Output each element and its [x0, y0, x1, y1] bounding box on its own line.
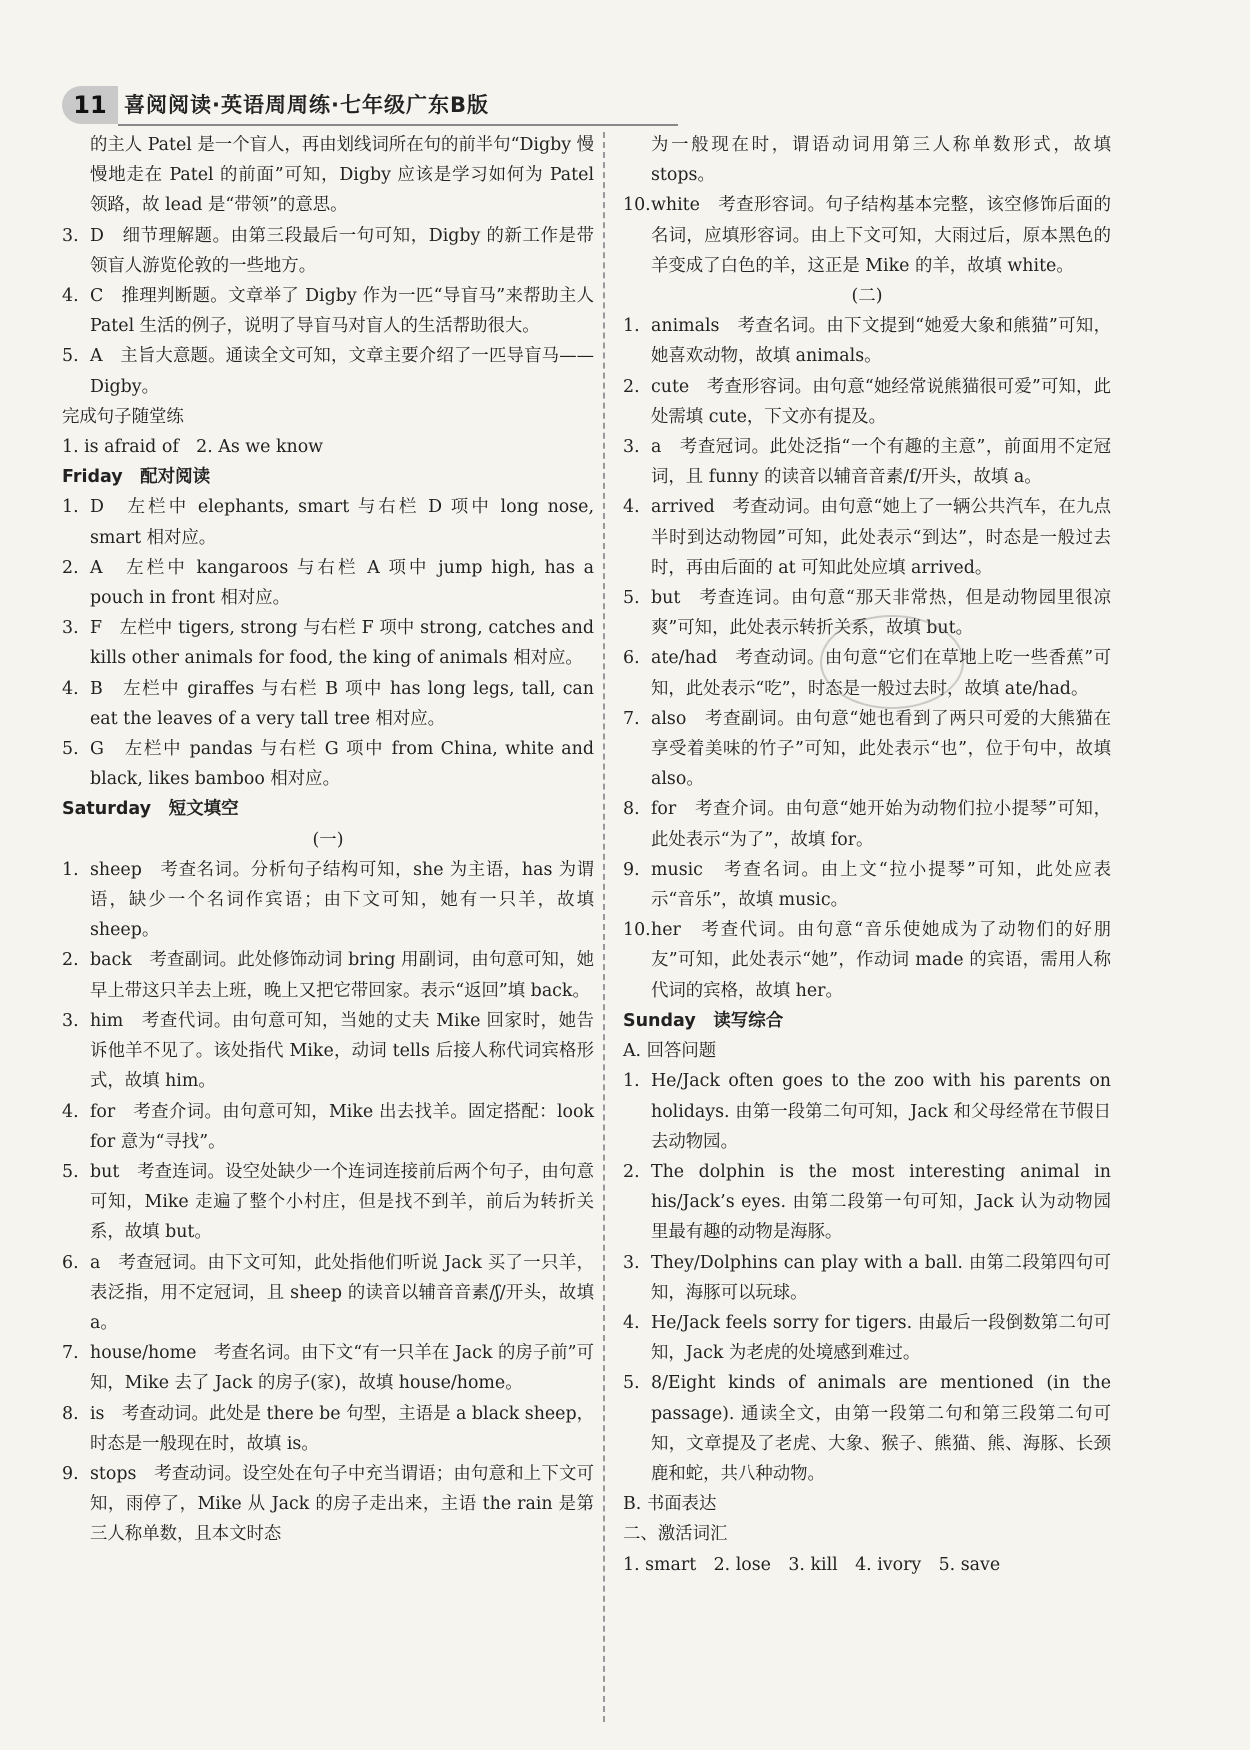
text-line: 为一般现在时，谓语动词用第三人称单数形式，故填 stops。 [651, 135, 1111, 186]
item-number: 3. [62, 618, 79, 639]
left-column [62, 130, 594, 1550]
item-number: 3. [623, 1252, 640, 1273]
answer-item [62, 341, 594, 401]
item-text: also 考查副词。由句意“她也看到了两只可爱的大熊猫在享受着美味的竹子”可知，此处表示“也”，位于句中，故填 also。 [651, 708, 1111, 790]
answer-item [62, 553, 594, 613]
answer-item [623, 1066, 1111, 1157]
answer-item [62, 855, 594, 946]
item-number: 5. [62, 346, 79, 367]
answer-item [623, 190, 1111, 281]
answer-item [62, 1338, 594, 1398]
item-text: white 考查形容词。句子结构基本完整，该空修饰后面的名词，应填形容词。由上下文可知，大雨过后，原本黑色的羊变成了白色的羊，这正是 Mike 的羊，故填 white。 [651, 195, 1111, 276]
item-number: 7. [623, 708, 640, 729]
answer-item [623, 1368, 1111, 1489]
answer-item [62, 1157, 594, 1248]
item-text: ate/had 考查动词。由句意“它们在草地上吃一些香蕉”可知，此处表示“吃”，时态是一般过去时，故填 ate/had。 [651, 648, 1111, 699]
answer-item [623, 1308, 1111, 1368]
answer-item [62, 1459, 594, 1550]
item-number: 10. [623, 920, 651, 941]
answer-item [62, 281, 594, 341]
item-text: F 左栏中 tigers, strong 与右栏 F 项中 strong, catches and kills other animals for food, the king of animals 相对应。 [90, 618, 594, 669]
answer-item [623, 311, 1111, 371]
answer-item [623, 372, 1111, 432]
answer-item [62, 492, 594, 552]
item-text: is 考查动词。此处是 there be 句型，主语是 a black sheep，时态是一般现在时，故填 is。 [90, 1403, 594, 1454]
item-text: He/Jack often goes to the zoo with his parents on holidays. 由第一段第二句可知，Jack 和父母经常在节假日去动物园。 [651, 1071, 1111, 1152]
item-number: 1. [62, 859, 79, 880]
item-number: 6. [62, 1252, 79, 1273]
item-text: sheep 考查名词。分析句子结构可知，she 为主语，has 为谓语，缺少一个名词作宾语；由下文可知，她有一只羊，故填 sheep。 [90, 859, 594, 941]
answer-item [62, 734, 594, 794]
item-number: 5. [62, 739, 79, 760]
item-text: cute 考查形容词。由句意“她经常说熊猫很可爱”可知，此处需填 cute，下文亦有提及。 [651, 376, 1111, 427]
item-text: arrived 考查动词。由句意“她上了一辆公共汽车，在九点半时到达动物园”可知，此处表示“到达”，时态是一般过去时，再由后面的 at 可知此处应填 arrived。 [651, 497, 1111, 578]
item-text: him 考查代词。由句意可知，当她的丈夫 Mike 回家时，她告诉他羊不见了。该处指代 Mike，动词 tells 后接人称代词宾格形式，故填 him。 [90, 1010, 594, 1092]
item-number: 10. [623, 195, 651, 216]
text-line: 二、激活词汇 [623, 1524, 728, 1545]
item-number: 4. [623, 1312, 640, 1333]
answer-item [62, 221, 594, 281]
item-number: 8. [62, 1403, 79, 1424]
book-title: 喜阅阅读·英语周周练·七年级广东B版 [124, 93, 489, 117]
item-number: 1. [623, 316, 640, 337]
item-number: 4. [62, 286, 79, 307]
page-number: 11 [62, 86, 118, 124]
item-number: 2. [62, 557, 79, 578]
item-number: 5. [623, 1373, 640, 1394]
item-number: 4. [623, 497, 640, 518]
item-text: house/home 考查名词。由下文“有一只羊在 Jack 的房子前”可知，Mike 去了 Jack 的房子(家)，故填 house/home。 [90, 1343, 594, 1394]
answer-item [623, 855, 1111, 915]
answer-item [62, 1097, 594, 1157]
item-text: stops 考查动词。设空处在句子中充当谓语；由句意和上下文可知，雨停了，Mike 从 Jack 的房子走出来，主语 the rain 是第三人称单数，且本文时态 [90, 1463, 594, 1545]
item-number: 2. [62, 950, 79, 971]
text-line: 1. is afraid of 2. As we know [62, 437, 324, 458]
header-rule [118, 124, 678, 126]
answer-item [623, 432, 1111, 492]
item-number: 6. [623, 648, 640, 669]
item-text: He/Jack feels sorry for tigers. 由最后一段倒数第二句可知，Jack 为老虎的处境感到难过。 [651, 1312, 1111, 1364]
stamp-mark [820, 615, 964, 709]
text-line: A. 回答问题 [623, 1041, 717, 1062]
item-number: 9. [62, 1463, 79, 1484]
answer-item [623, 915, 1111, 1006]
answer-item [623, 1157, 1111, 1248]
answer-item [62, 674, 594, 734]
item-text: a 考查冠词。由下文可知，此处指他们听说 Jack 买了一只羊，表泛指，用不定冠词，且 sheep 的读音以辅音音素/ʃ/开头，故填 a。 [90, 1252, 594, 1333]
item-text: B 左栏中 giraffes 与右栏 B 项中 has long legs, tall, can eat the leaves of a very tall tree 相对应。 [90, 678, 594, 729]
item-text: her 考查代词。由句意“音乐使她成为了动物们的好朋友”可知，此处表示“她”，作动词 made 的宾语，需用人称代词的宾格，故填 her。 [651, 920, 1111, 1001]
item-text: 8/Eight kinds of animals are mentioned (in the passage). 通读全文，由第一段第二句和第三段第二句可知，文章提及了老虎、大象、猴子、熊猫、熊、海豚、长颈鹿和蛇，共八种动物。 [651, 1373, 1111, 1484]
answer-item [62, 945, 594, 1005]
item-text: A 主旨大意题。通读全文可知，文章主要介绍了一匹导盲马——Digby。 [90, 346, 594, 397]
item-number: 9. [623, 859, 640, 880]
subsection-label: (二) [851, 286, 883, 307]
answer-item [62, 1399, 594, 1459]
section-heading: Friday 配对阅读 [62, 467, 211, 488]
item-number: 4. [62, 678, 79, 699]
text-line: B. 书面表达 [623, 1494, 717, 1515]
subsection-label: (一) [312, 829, 344, 850]
column-divider [603, 132, 611, 1722]
answer-item [62, 1248, 594, 1339]
item-number: 1. [62, 497, 79, 518]
item-text: back 考查副词。此处修饰动词 bring 用副词，由句意可知，她早上带这只羊去上班，晚上又把它带回家。表示“返回”填 back。 [90, 950, 594, 1001]
item-number: 8. [623, 799, 640, 820]
item-text: for 考查介词。由句意可知，Mike 出去找羊。固定搭配：look for 意为“寻找”。 [90, 1101, 594, 1152]
item-text: They/Dolphins can play with a ball. 由第二段第四句可知，海豚可以玩球。 [651, 1252, 1111, 1303]
item-number: 3. [623, 437, 640, 458]
answer-item [623, 1248, 1111, 1308]
answer-item [62, 1006, 594, 1097]
item-text: The dolphin is the most interesting animal in his/Jack’s eyes. 由第二段第一句可知，Jack 认为动物园里最有趣的动物是海豚。 [651, 1161, 1111, 1243]
answer-item [623, 492, 1111, 583]
item-text: music 考查名词。由上文“拉小提琴”可知，此处应表示“音乐”，故填 music。 [651, 859, 1111, 911]
answer-item [623, 704, 1111, 795]
section-heading: Saturday 短文填空 [62, 799, 239, 820]
item-text: A 左栏中 kangaroos 与右栏 A 项中 jump high, has a pouch in front 相对应。 [90, 557, 594, 609]
right-column [623, 130, 1111, 1580]
answer-item [62, 613, 594, 673]
item-number: 5. [623, 588, 640, 609]
item-text: but 考查连词。设空处缺少一个连词连接前后两个句子，由句意可知，Mike 走遍了整个小村庄，但是找不到羊，前后为转折关系，故填 but。 [90, 1161, 594, 1243]
text-line: 的主人 Patel 是一个盲人，再由划线词所在句的前半句“Digby 慢慢地走在 Patel 的前面”可知，Digby 应该是学习如何为 Patel 领路，故 lead 是“带领”的意思。 [90, 135, 594, 216]
item-number: 5. [62, 1161, 79, 1182]
item-text: D 左栏中 elephants, smart 与右栏 D 项中 long nose, smart 相对应。 [90, 497, 594, 548]
item-number: 2. [623, 376, 640, 397]
item-number: 4. [62, 1101, 79, 1122]
item-number: 7. [62, 1343, 79, 1364]
page-header [62, 86, 1192, 126]
section-heading: Sunday 读写综合 [623, 1010, 784, 1031]
item-text: for 考查介词。由句意“她开始为动物们拉小提琴”可知，此处表示“为了”，故填 for。 [651, 799, 1111, 850]
item-number: 1. [623, 1071, 640, 1092]
item-text: a 考查冠词。此处泛指“一个有趣的主意”，前面用不定冠词，且 funny 的读音以辅音音素/f/开头，故填 a。 [651, 437, 1111, 488]
text-line: 完成句子随堂练 [62, 406, 184, 427]
item-text: animals 考查名词。由下文提到“她爱大象和熊猫”可知，她喜欢动物，故填 animals。 [651, 316, 1111, 367]
item-text: C 推理判断题。文章举了 Digby 作为一匹“导盲马”来帮助主人 Patel 生活的例子，说明了导盲马对盲人的生活帮助很大。 [90, 286, 594, 337]
item-number: 3. [62, 225, 79, 246]
item-number: 3. [62, 1010, 79, 1031]
item-number: 2. [623, 1161, 640, 1182]
text-line: 1. smart 2. lose 3. kill 4. ivory 5. save [623, 1554, 1001, 1575]
item-text: D 细节理解题。由第三段最后一句可知，Digby 的新工作是带领盲人游览伦敦的一些地方。 [90, 225, 594, 276]
item-text: G 左栏中 pandas 与右栏 G 项中 from China, white and black, likes bamboo 相对应。 [90, 739, 594, 790]
item-text: but 考查连词。由句意“那天非常热，但是动物园里很凉爽”可知，此处表示转折关系，故填 but。 [651, 588, 1111, 639]
answer-item [623, 794, 1111, 854]
